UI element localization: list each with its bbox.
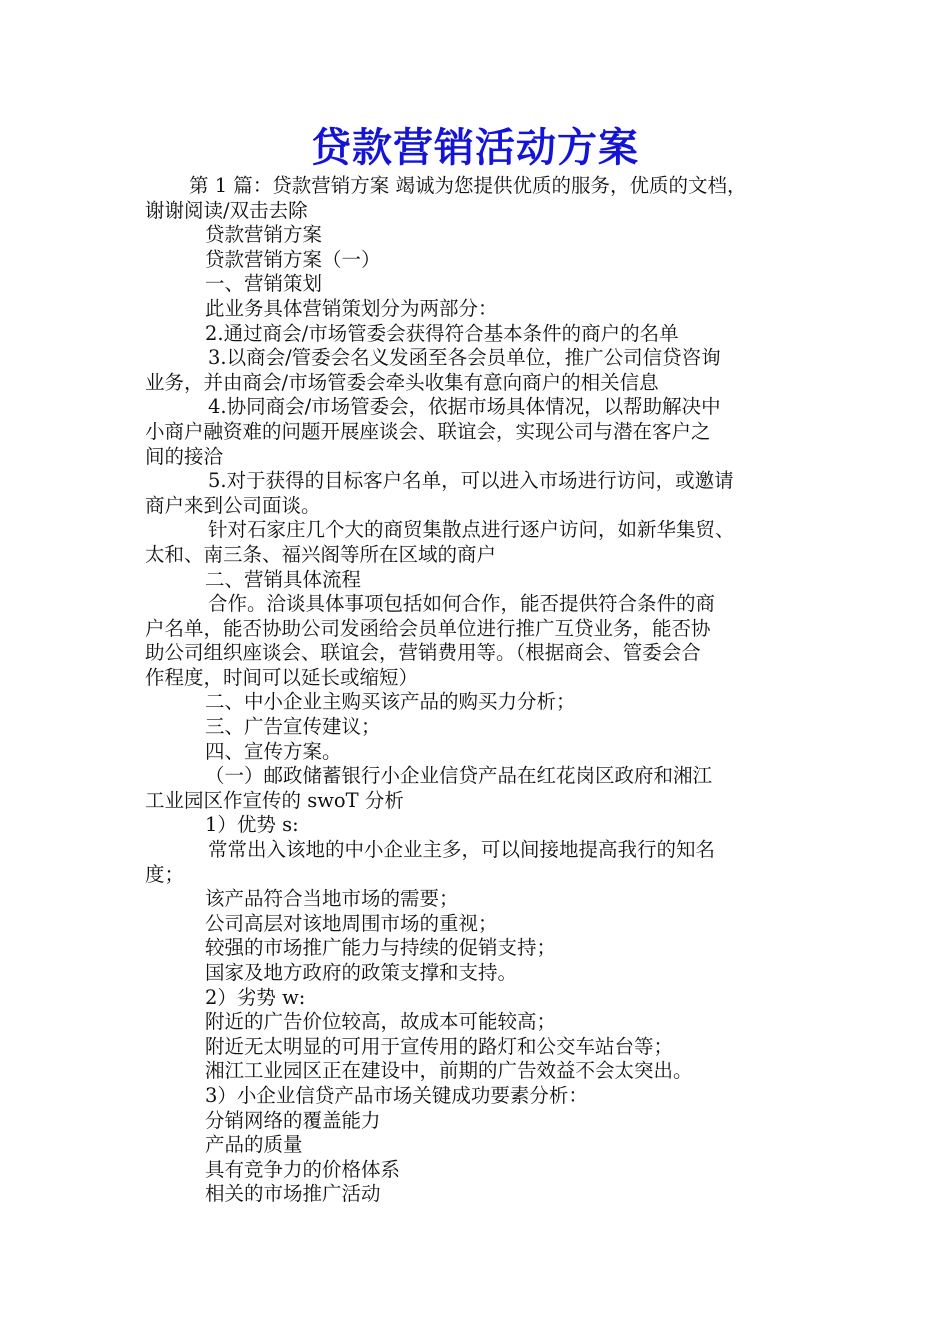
paragraph-line: 针对石家庄几个大的商贸集散点进行逐户访问，如新华集贸、 [208,518,735,542]
paragraph-line: 贷款营销方案 [205,223,323,247]
paragraph-line: 较强的市场推广能力与持续的促销支持； [205,936,557,960]
paragraph-line: 国家及地方政府的政策支撑和支持。 [205,961,518,984]
paragraph-line: 太和、南三条、福兴阁等所在区域的商户 [145,542,497,566]
paragraph-line: 小商户融资难的问题开展座谈会、联谊会，实现公司与潜在客户之 [145,419,711,443]
paragraph-line: 相关的市场推广活动 [205,1182,381,1206]
paragraph-line: （一）邮政储蓄银行小企业信贷产品在红花岗区政府和湘江 [205,764,713,788]
paragraph-line: 贷款营销方案（一） [205,247,381,271]
paragraph-line: 2.通过商会/市场管委会获得符合基本条件的商户的名单 [205,321,679,345]
paragraph-line: 助公司组织座谈会、联谊会，营销费用等。（根据商会、管委会合 [145,641,701,665]
paragraph-line: 湘江工业园区正在建设中，前期的广告效益不会太突出。 [205,1059,693,1083]
paragraph-line: 3.以商会/管委会名义发函至各会员单位，推广公司信贷咨询 [208,346,721,370]
paragraph-line: 二、营销具体流程 [205,567,362,591]
paragraph-line: 公司高层对该地周围市场的重视； [205,911,498,935]
paragraph-line: 4.协同商会/市场管委会，依据市场具体情况，以帮助解决中 [208,395,721,419]
document-title: 贷款营销活动方案 [311,125,639,171]
paragraph-line: 商户来到公司面谈。 [145,493,321,517]
paragraph-line: 该产品符合当地市场的需要； [205,887,459,911]
paragraph-line: 分销网络的覆盖能力 [205,1108,381,1132]
paragraph-line: 产品的质量 [205,1133,303,1157]
paragraph-line: 度； [145,862,185,886]
paragraph-line: 3）小企业信贷产品市场关键成功要素分析： [205,1083,588,1107]
paragraph-line: 三、广告宣传建议； [205,715,381,739]
paragraph-line: 四、宣传方案。 [205,739,342,763]
paragraph-line: 第 1 篇：贷款营销方案 竭诚为您提供优质的服务，优质的文档， [189,174,747,197]
paragraph-line: 户名单，能否协助公司发函给会员单位进行推广互贷业务，能否协 [145,616,711,640]
paragraph-line: 具有竞争力的价格体系 [205,1157,401,1181]
paragraph-line: 作程度，时间可以延长或缩短） [145,665,419,689]
paragraph-line: 间的接洽 [145,444,224,468]
paragraph-line: 工业园区作宣传的 swoT 分析 [145,788,404,812]
paragraph-line: 此业务具体营销策划分为两部分： [205,296,498,320]
document-body [145,174,825,1207]
paragraph-line: 合作。洽谈具体事项包括如何合作，能否提供符合条件的商 [208,592,716,616]
paragraph-line: 二、中小企业主购买该产品的购买力分析； [205,690,576,714]
paragraph-line: 5.对于获得的目标客户名单，可以进入市场进行访问，或邀请 [208,469,734,493]
paragraph-line: 业务，并由商会/市场管委会牵头收集有意向商户的相关信息 [145,370,659,394]
paragraph-line: 附近无太明显的可用于宣传用的路灯和公交车站台等； [205,1034,674,1058]
paragraph-line: 1）优势 s: [205,813,299,837]
paragraph-line: 一、营销策划 [205,272,323,296]
paragraph-line: 2）劣势 w: [205,985,306,1009]
paragraph-line: 谢谢阅读/双击去除 [145,198,308,222]
paragraph-line: 常常出入该地的中小企业主多，可以间接地提高我行的知名 [208,838,716,862]
paragraph-line: 附近的广告价位较高，故成本可能较高； [205,1010,557,1034]
